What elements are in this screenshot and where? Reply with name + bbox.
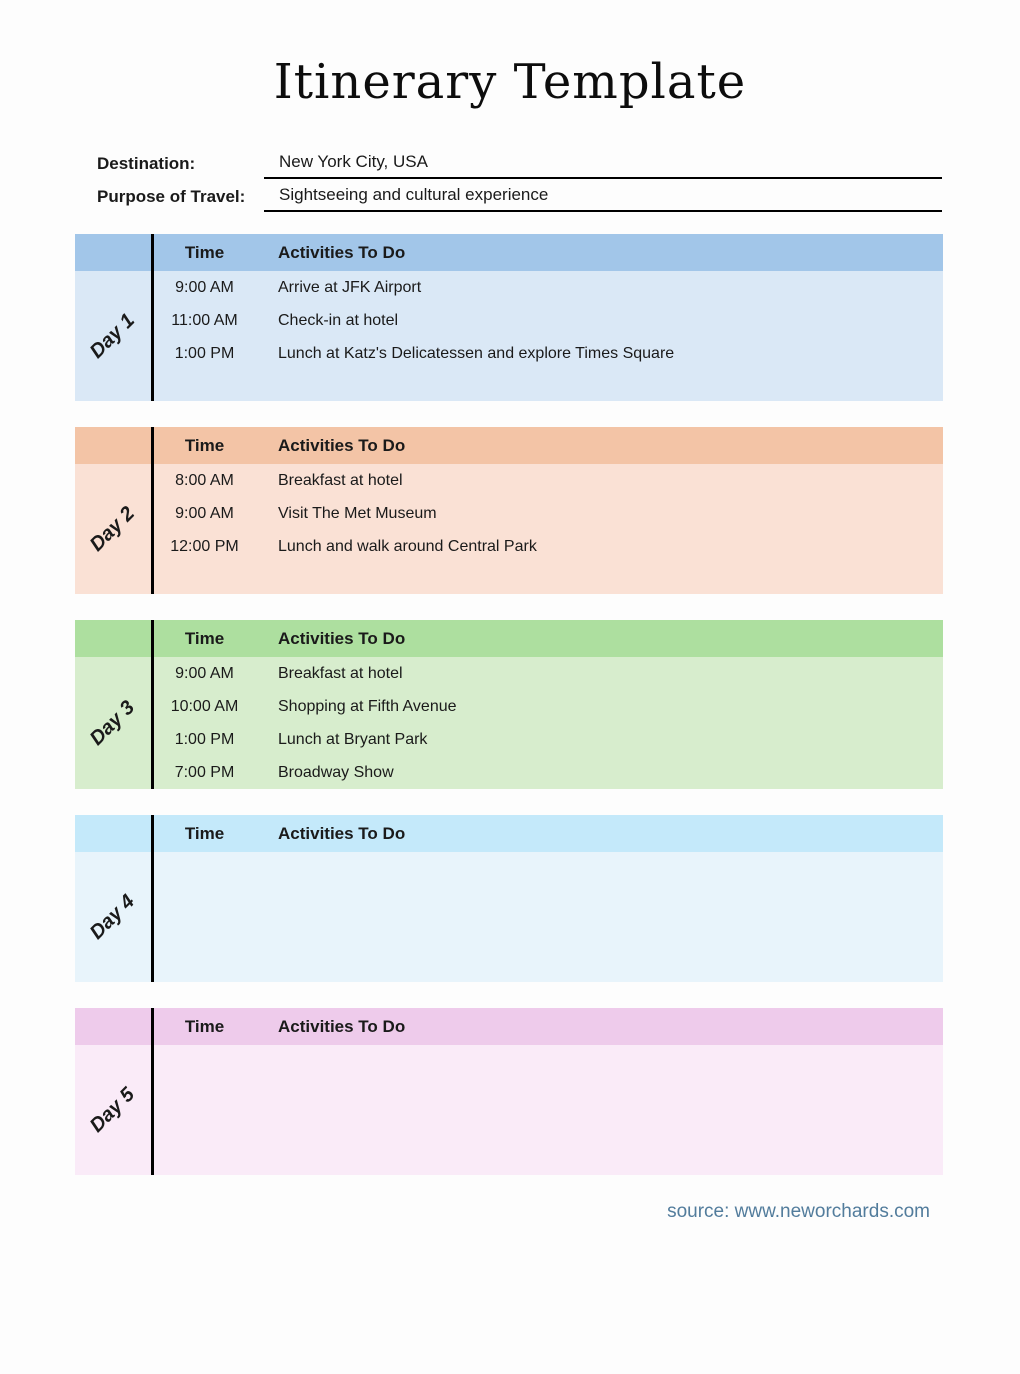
table-row xyxy=(151,271,943,304)
day-tables xyxy=(75,234,943,1175)
table-row xyxy=(151,337,943,370)
activity-cell: Visit The Met Museum xyxy=(278,504,437,522)
day-table-header xyxy=(151,234,943,271)
time-cell: 1:00 PM xyxy=(174,344,235,362)
day-table-body xyxy=(151,657,943,789)
day-table-corner xyxy=(75,815,151,852)
activities-column-header: Activities To Do xyxy=(278,823,406,843)
purpose-label: Purpose of Travel: xyxy=(97,187,246,206)
table-row xyxy=(151,657,943,690)
day-column-divider xyxy=(151,234,154,401)
day-label-cell xyxy=(75,1045,151,1175)
time-column-header: Time xyxy=(184,1016,225,1036)
activity-cell: Broadway Show xyxy=(278,763,394,781)
activity-cell: Lunch and walk around Central Park xyxy=(278,537,537,555)
time-cell: 8:00 AM xyxy=(175,471,234,489)
day-table-body xyxy=(151,271,943,401)
table-row xyxy=(151,756,943,789)
activities-column-header: Activities To Do xyxy=(278,242,406,262)
activity-cell: Breakfast at hotel xyxy=(278,664,403,682)
day-table xyxy=(75,234,943,401)
day-table-corner xyxy=(75,427,151,464)
day-table xyxy=(75,1008,943,1175)
time-column-header: Time xyxy=(184,628,225,648)
day-table-header xyxy=(151,620,943,657)
time-cell: 1:00 PM xyxy=(174,730,235,748)
activity-cell: Check-in at hotel xyxy=(278,311,399,329)
day-table-body xyxy=(151,852,943,982)
activity-cell: Arrive at JFK Airport xyxy=(278,278,422,296)
time-column-header: Time xyxy=(184,435,225,455)
time-cell: 11:00 AM xyxy=(171,311,238,329)
day-column-divider xyxy=(151,620,154,789)
activities-column-header: Activities To Do xyxy=(278,1016,406,1036)
time-cell: 12:00 PM xyxy=(170,537,239,555)
day-label-cell xyxy=(75,464,151,594)
table-row xyxy=(151,497,943,530)
day-table-body xyxy=(151,464,943,594)
activity-cell: Lunch at Bryant Park xyxy=(278,730,428,748)
day-table xyxy=(75,815,943,982)
table-row xyxy=(151,530,943,563)
time-column-header: Time xyxy=(184,823,225,843)
day-label: Day 3 xyxy=(85,695,140,750)
day-table-header xyxy=(151,815,943,852)
table-row xyxy=(151,723,943,756)
activity-cell: Shopping at Fifth Avenue xyxy=(278,697,457,715)
page-title: Itinerary Template xyxy=(273,54,747,110)
time-cell: 9:00 AM xyxy=(175,504,234,522)
day-table-corner xyxy=(75,234,151,271)
day-label: Day 5 xyxy=(85,1082,140,1137)
activities-column-header: Activities To Do xyxy=(278,628,406,648)
activities-column-header: Activities To Do xyxy=(278,435,406,455)
day-label: Day 2 xyxy=(85,501,140,556)
day-label: Day 1 xyxy=(85,308,140,363)
purpose-row xyxy=(97,179,942,212)
activity-cell: Lunch at Katz's Delicatessen and explore Times Square xyxy=(278,344,675,362)
itinerary-page xyxy=(0,54,1020,1374)
time-cell: 9:00 AM xyxy=(175,664,234,682)
time-cell: 9:00 AM xyxy=(175,278,234,296)
day-column-divider xyxy=(151,427,154,594)
day-label: Day 4 xyxy=(85,889,140,944)
time-cell: 10:00 AM xyxy=(170,697,239,715)
day-label-cell xyxy=(75,852,151,982)
day-table-header xyxy=(151,1008,943,1045)
day-table-corner xyxy=(75,620,151,657)
day-table xyxy=(75,427,943,594)
day-column-divider xyxy=(151,1008,154,1175)
day-label-cell xyxy=(75,271,151,401)
time-cell: 7:00 PM xyxy=(174,763,235,781)
purpose-field[interactable]: Sightseeing and cultural experience xyxy=(264,185,942,212)
day-table-header xyxy=(151,427,943,464)
table-row xyxy=(151,690,943,723)
destination-label: Destination: xyxy=(97,154,196,173)
day-label-cell xyxy=(75,657,151,789)
trip-info xyxy=(97,146,942,212)
day-table xyxy=(75,620,943,789)
source-attribution: source: www.neworchards.com xyxy=(667,1201,930,1222)
day-table-corner xyxy=(75,1008,151,1045)
table-row xyxy=(151,304,943,337)
table-row xyxy=(151,464,943,497)
destination-row xyxy=(97,146,942,179)
time-column-header: Time xyxy=(184,242,225,262)
day-column-divider xyxy=(151,815,154,982)
activity-cell: Breakfast at hotel xyxy=(278,471,403,489)
day-table-body xyxy=(151,1045,943,1175)
destination-field[interactable]: New York City, USA xyxy=(264,152,942,179)
